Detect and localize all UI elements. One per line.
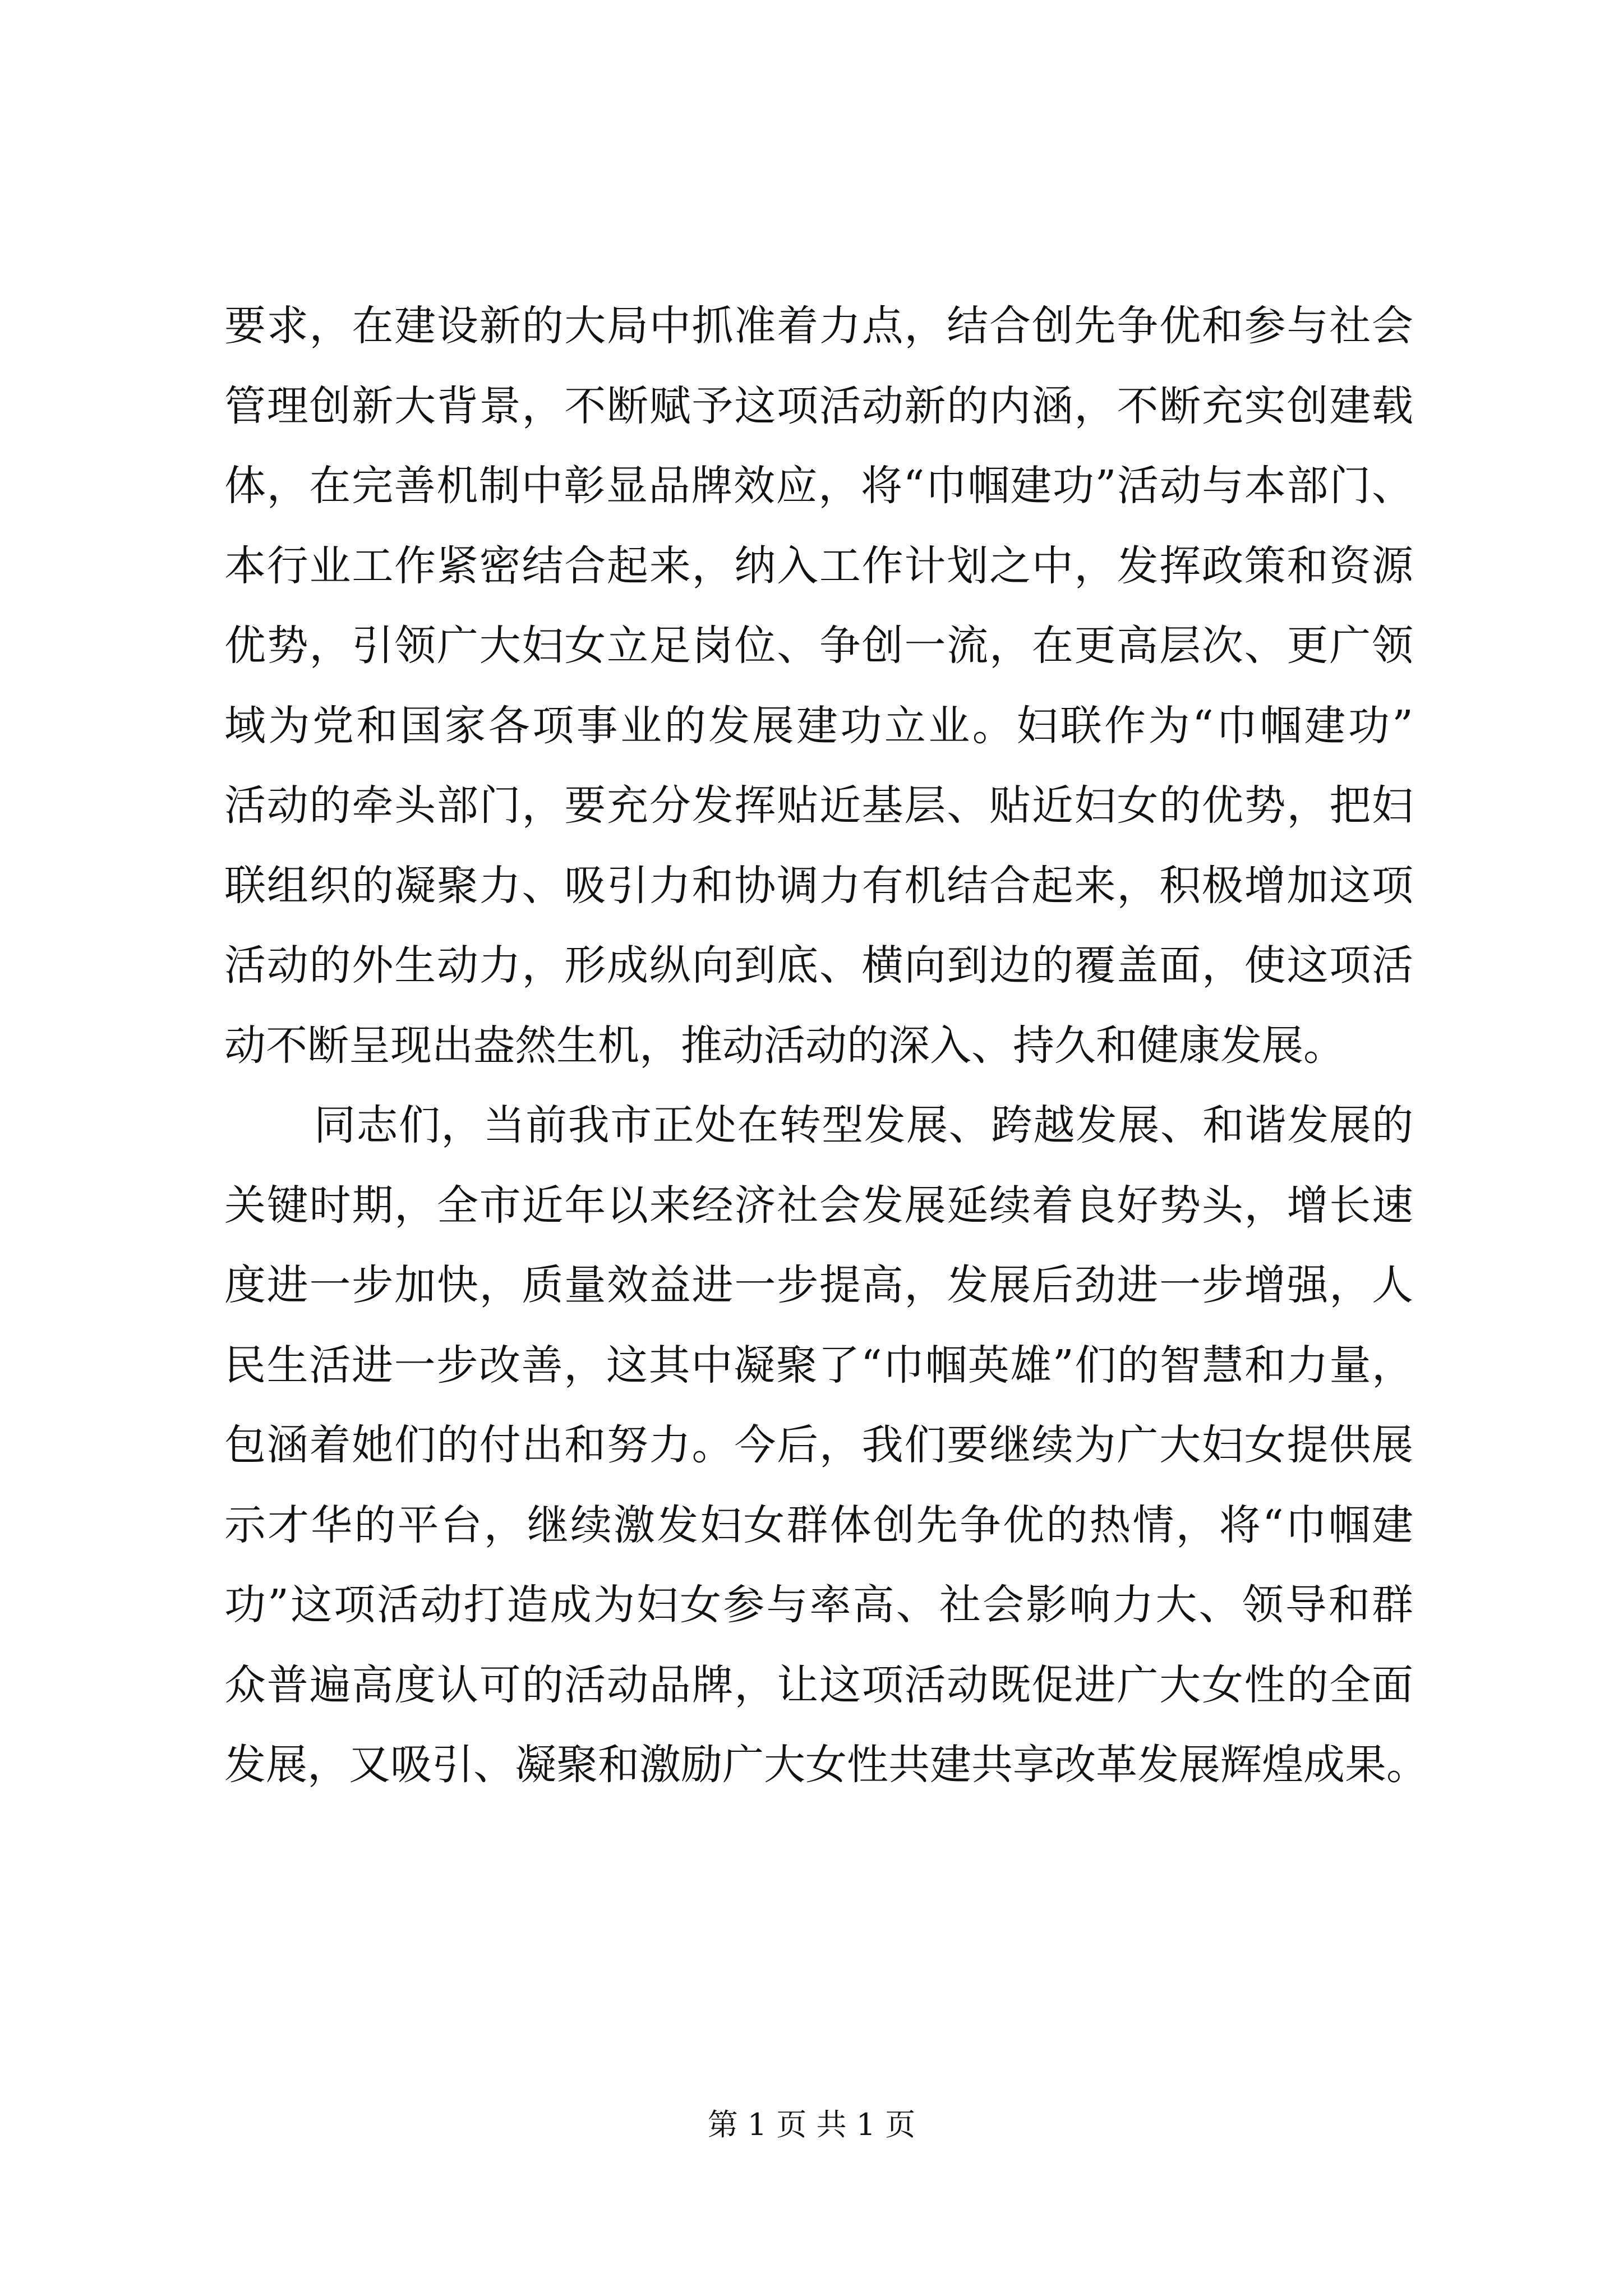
- text-line: 活动的牵头部门，要充分发挥贴近基层、贴近妇女的优势，把妇: [224, 781, 1413, 830]
- text-line: 包涵着她们的付出和努力。今后，我们要继续为广大妇女提供展: [224, 1421, 1413, 1469]
- text-line: 关键时期，全市近年以来经济社会发展延续着良好势头，增长速: [224, 1181, 1413, 1230]
- text-line: 要求，在建设新的大局中抓准着力点，结合创先争优和参与社会: [224, 302, 1413, 350]
- text-line: 发展，又吸引、凝聚和激励广大女性共建共享改革发展辉煌成果。: [224, 1741, 1428, 1789]
- text-line: 本行业工作紧密结合起来，纳入工作计划之中，发挥政策和资源: [224, 541, 1413, 590]
- text-line: 众普遍高度认可的活动品牌，让这项活动既促进广大女性的全面: [224, 1660, 1413, 1709]
- text-line: 动不断呈现出盎然生机，推动活动的深入、持久和健康发展。: [224, 1021, 1345, 1070]
- text-line: 优势，引领广大妇女立足岗位、争创一流，在更高层次、更广领: [224, 622, 1413, 670]
- text-line: 管理创新大背景，不断赋予这项活动新的内涵，不断充实创建载: [224, 381, 1413, 430]
- page-footer: [0, 2108, 1623, 2142]
- text-line: 域为党和国家各项事业的发展建功立业。妇联作为“巾帼建功”: [224, 701, 1413, 750]
- paragraph-1: [224, 286, 1413, 1085]
- page-number-label: 第 1 页 共 1 页: [707, 2107, 916, 2142]
- paragraph-2: [224, 1085, 1428, 1805]
- text-line: 功”这项活动打造成为妇女参与率高、社会影响力大、领导和群: [224, 1581, 1413, 1629]
- document-body: [224, 286, 1428, 1805]
- text-line: 度进一步加快，质量效益进一步提高，发展后劲进一步增强，人: [224, 1261, 1413, 1309]
- text-line: 同志们，当前我市正处在转型发展、跨越发展、和谐发展的: [314, 1101, 1413, 1149]
- text-line: 体，在完善机制中彰显品牌效应，将“巾帼建功”活动与本部门、: [224, 462, 1413, 510]
- text-line: 民生活进一步改善，这其中凝聚了“巾帼英雄”们的智慧和力量，: [224, 1341, 1413, 1389]
- text-line: 示才华的平台，继续激发妇女群体创先争优的热情，将“巾帼建: [224, 1501, 1413, 1549]
- text-line: 活动的外生动力，形成纵向到底、横向到边的覆盖面，使这项活: [224, 941, 1413, 990]
- text-line: 联组织的凝聚力、吸引力和协调力有机结合起来，积极增加这项: [224, 861, 1413, 910]
